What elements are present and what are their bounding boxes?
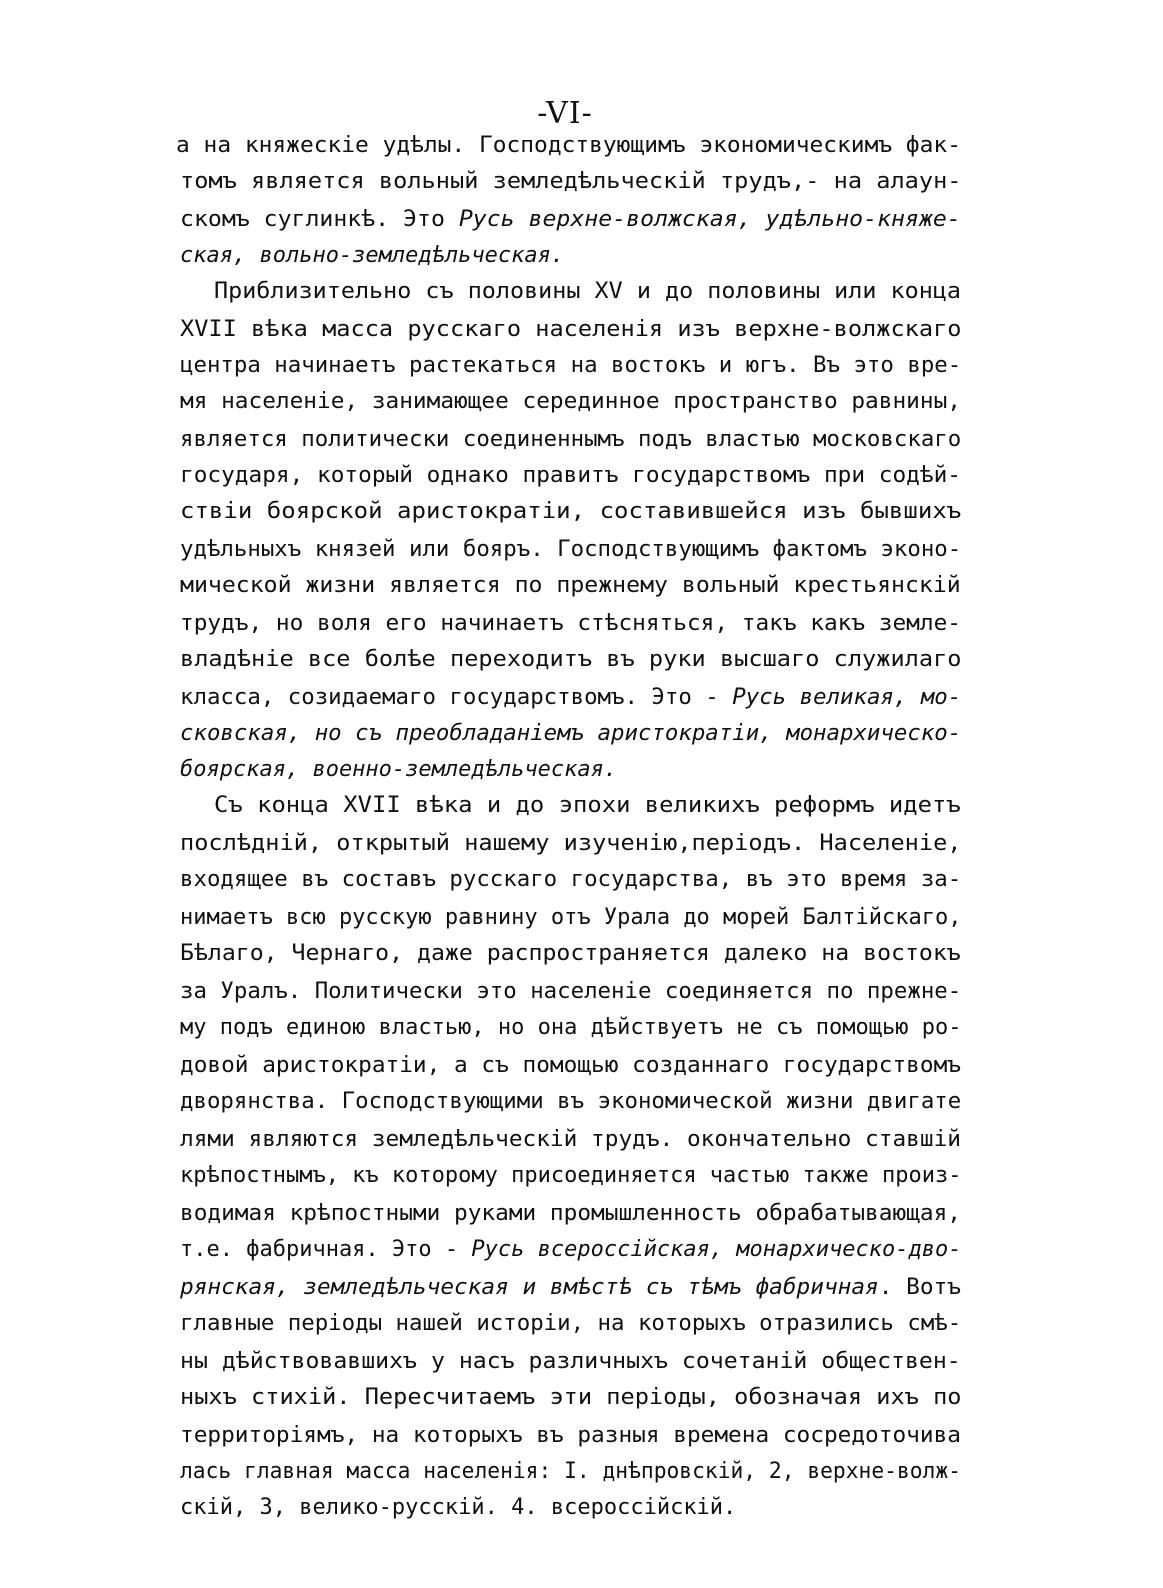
text-line bbox=[180, 1158, 961, 1194]
text-line bbox=[180, 642, 962, 678]
text-line bbox=[180, 494, 961, 530]
text-segment: владѣніе все болѣе переходитъ въ руки высшаго служилаго bbox=[180, 647, 962, 672]
text-line bbox=[180, 974, 961, 1010]
text-segment: нимаетъ всю русскую равнину отъ Урала до морей Балтійскаго, bbox=[180, 905, 962, 930]
text-segment: . Вотъ bbox=[878, 1275, 961, 1300]
text-line bbox=[180, 936, 961, 972]
emphasis-text: рянская, земледѣльческая и вмѣстѣ съ тѣмъ фабричная bbox=[180, 1275, 879, 1300]
text-line bbox=[180, 164, 962, 200]
text-line bbox=[180, 752, 617, 788]
text-segment: ствіи боярской аристократіи, составившейся изъ бывшихъ bbox=[180, 499, 962, 524]
text-line bbox=[180, 862, 961, 898]
text-segment: ны дѣйствовавшихъ у насъ различныхъ сочетаній обществен- bbox=[180, 1349, 961, 1374]
text-line bbox=[180, 1344, 961, 1380]
text-segment: территоріямъ, на которыхъ въ разныя времена сосредоточива bbox=[180, 1423, 961, 1448]
text-segment: мической жизни является по прежнему вольный крестьянскій bbox=[180, 573, 961, 598]
text-segment: удѣльныхъ князей или бояръ. Господствующимъ фактомъ эконо- bbox=[180, 537, 962, 562]
text-line bbox=[180, 422, 961, 458]
text-line bbox=[180, 312, 962, 348]
emphasis-text: Русь великая, мо- bbox=[732, 685, 962, 710]
text-segment: центра начинаетъ растекаться на востокъ и югъ. Въ это вре- bbox=[180, 353, 962, 378]
text-segment: XVII вѣка масса русскаго населенія изъ верхне-волжскаго bbox=[180, 317, 962, 342]
text-segment: входящее въ составъ русскаго государства, въ это время за- bbox=[180, 867, 962, 892]
text-segment: томъ является вольный земледѣльческій трудъ,- на алаун- bbox=[180, 169, 962, 194]
emphasis-text: сковская, но съ преобладаніемъ аристократіи, монархическо- bbox=[180, 721, 962, 746]
text-line bbox=[214, 274, 961, 310]
text-line bbox=[180, 1490, 736, 1526]
text-segment: дворянства. Господствующими въ экономической жизни двигате bbox=[180, 1089, 962, 1114]
text-line bbox=[180, 202, 961, 238]
text-line bbox=[180, 1232, 961, 1268]
text-segment: довой аристократіи, а съ помощью созданнаго государствомъ bbox=[180, 1053, 961, 1078]
emphasis-text: Русь верхне-волжская, удѣльно-княже- bbox=[458, 207, 961, 232]
text-segment: Приблизительно съ половины XV и до половины или конца bbox=[214, 279, 961, 304]
text-line bbox=[180, 348, 961, 384]
text-line bbox=[214, 788, 961, 824]
text-segment: Бѣлаго, Чернаго, даже распространяется далеко на востокъ bbox=[180, 941, 961, 966]
text-segment: т.е. фабричная. Это - bbox=[180, 1237, 472, 1262]
text-segment: ныхъ стихій. Пересчитаемъ эти періоды, обозначая ихъ по bbox=[180, 1385, 962, 1410]
text-line bbox=[180, 606, 961, 642]
text-segment: му подъ единою властью, но она дѣйствуетъ не съ помощью ро- bbox=[180, 1015, 962, 1040]
text-segment: трудъ, но воля его начинаетъ стѣсняться, такъ какъ земле- bbox=[180, 611, 961, 636]
text-line bbox=[180, 458, 961, 494]
text-line bbox=[180, 1270, 961, 1306]
text-line bbox=[180, 826, 962, 862]
text-segment: за Уралъ. Политически это населеніе соединяется по прежне- bbox=[180, 979, 962, 1004]
text-segment: государя, который однако правитъ государствомъ при содѣй- bbox=[180, 463, 961, 488]
text-line bbox=[180, 1196, 961, 1232]
text-line bbox=[180, 1010, 961, 1046]
text-segment: класса, созидаемаго государствомъ. Это - bbox=[180, 685, 733, 710]
text-segment: послѣдній, открытый нашему изученію,періодъ. Населеніе, bbox=[180, 831, 962, 856]
text-line bbox=[180, 532, 961, 568]
text-line bbox=[180, 1306, 961, 1342]
text-line bbox=[180, 680, 961, 716]
text-segment: лями являются земледѣльческій трудъ. окончательно ставшій bbox=[180, 1127, 961, 1152]
text-segment: крѣпостнымъ, къ которому присоединяется частью также произ- bbox=[180, 1163, 962, 1188]
text-line bbox=[180, 1418, 961, 1454]
text-segment: является политически соединеннымъ подъ властью московскаго bbox=[180, 427, 962, 452]
text-line bbox=[180, 568, 961, 604]
text-segment: главные періоды нашей исторіи, на которыхъ отразились смѣ- bbox=[180, 1311, 962, 1336]
text-segment: Съ конца XVII вѣка и до эпохи великихъ реформъ идетъ bbox=[214, 793, 961, 818]
text-line bbox=[180, 384, 961, 420]
text-line bbox=[180, 1380, 962, 1416]
text-segment: скій, 3, велико-русскій. 4. всероссійскій. bbox=[180, 1495, 737, 1520]
text-line bbox=[180, 900, 961, 936]
text-line bbox=[176, 128, 961, 164]
text-segment: водимая крѣпостными руками промышленность обрабатывающая, bbox=[180, 1201, 961, 1226]
text-line bbox=[180, 1084, 961, 1120]
page-number: -VI- bbox=[537, 96, 593, 131]
emphasis-text: боярская, военно-земледѣльческая. bbox=[180, 757, 618, 782]
text-segment: а на княжескіе удѣлы. Господствующимъ экономическимъ фак- bbox=[176, 133, 961, 158]
emphasis-text: ская, вольно-земледѣльческая. bbox=[180, 243, 565, 268]
text-line bbox=[180, 1122, 961, 1158]
text-segment: лась главная масса населенія: I. днѣпровскій, 2, верхне-волж- bbox=[180, 1459, 961, 1484]
text-line bbox=[180, 1454, 961, 1490]
text-segment: скомъ суглинкѣ. Это bbox=[180, 207, 459, 232]
text-line bbox=[180, 716, 961, 752]
text-line bbox=[180, 238, 564, 274]
text-line bbox=[180, 1048, 961, 1084]
text-segment: мя населеніе, занимающее серединное пространство равнины, bbox=[180, 389, 961, 414]
emphasis-text: Русь всероссійская, монархическо-дво- bbox=[471, 1237, 962, 1262]
